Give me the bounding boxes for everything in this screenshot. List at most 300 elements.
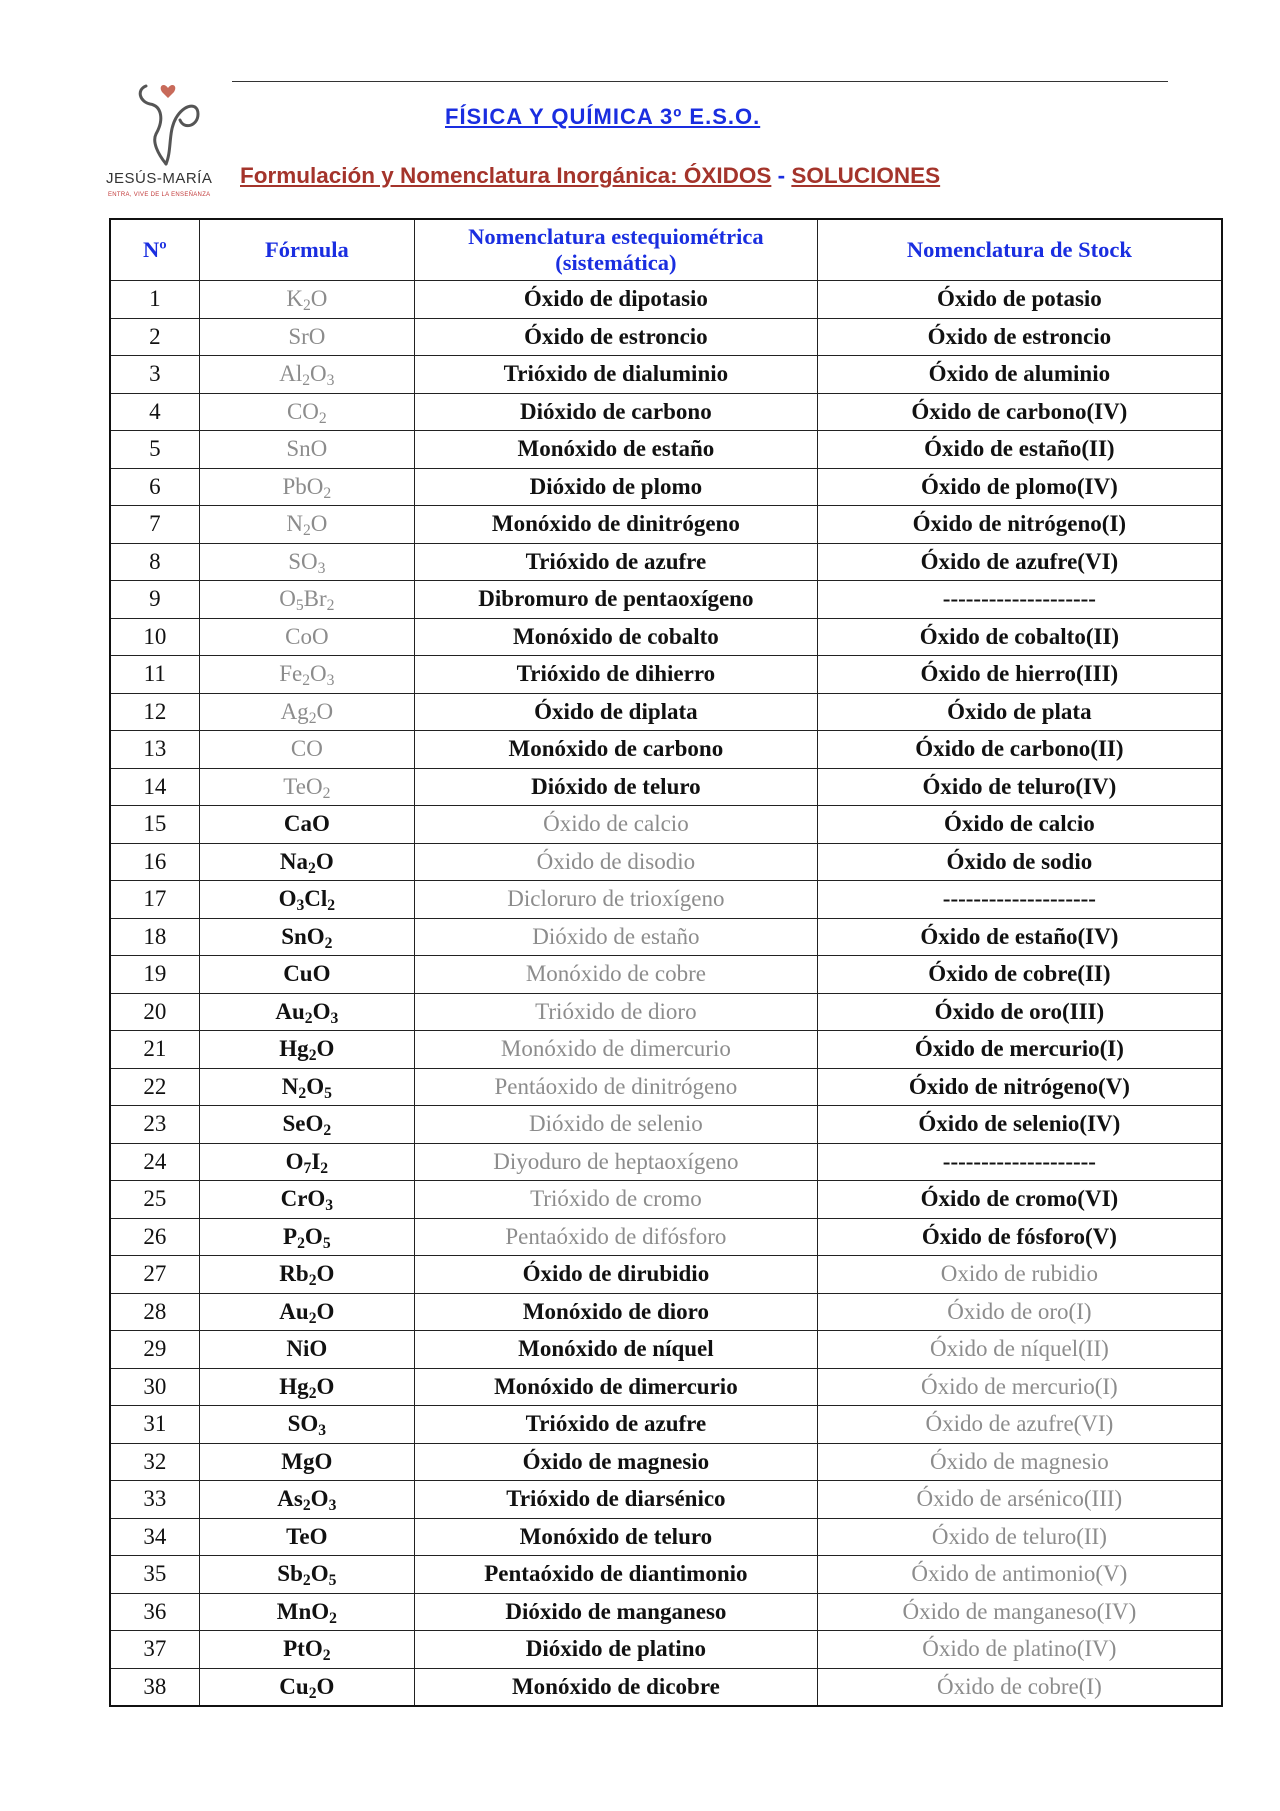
table-row: [110, 1331, 1222, 1369]
table-row: [110, 768, 1222, 806]
table-row: [110, 1031, 1222, 1069]
formula-subscript: 2: [302, 1572, 311, 1590]
row-number: 28: [110, 1293, 199, 1331]
formula-symbol: MgO: [281, 1448, 333, 1474]
formula-subscript: 3: [330, 1009, 339, 1027]
table-row: [110, 1106, 1222, 1144]
formula-cell: [199, 1481, 414, 1519]
formula-cell: [199, 1556, 414, 1594]
row-number: 13: [110, 731, 199, 769]
logo-emblem-icon: [106, 80, 236, 170]
formula-cell: [199, 993, 414, 1031]
row-number: 21: [110, 1031, 199, 1069]
row-number: 15: [110, 806, 199, 844]
systematic-name-cell: Trióxido de dialuminio: [415, 356, 818, 394]
formula-cell: [199, 918, 414, 956]
table-body: [110, 281, 1222, 1707]
systematic-name-cell: Dióxido de teluro: [415, 768, 818, 806]
row-number: 32: [110, 1443, 199, 1481]
formula-cell: [199, 1518, 414, 1556]
stock-name-cell: Óxido de calcio: [817, 806, 1222, 844]
row-number: 2: [110, 318, 199, 356]
formula-subscript: 2: [308, 1047, 317, 1065]
oxides-table: [109, 218, 1223, 1707]
table-row: [110, 1293, 1222, 1331]
systematic-name-cell: Monóxido de níquel: [415, 1331, 818, 1369]
systematic-name-cell: Monóxido de dicobre: [415, 1668, 818, 1706]
systematic-name-cell: Dióxido de manganeso: [415, 1593, 818, 1631]
formula-symbol: Br: [303, 586, 327, 612]
formula-symbol: O: [316, 1298, 335, 1324]
formula-symbol: O: [304, 1223, 323, 1249]
formula-symbol: As: [277, 1486, 303, 1512]
column-header-systematic: Nomenclatura estequiométrica (sistemática): [415, 219, 818, 281]
formula-cell: [199, 1631, 414, 1669]
formula-subscript: 2: [308, 709, 317, 727]
formula-cell: [199, 356, 414, 394]
formula-cell: [199, 1218, 414, 1256]
formula-symbol: O: [310, 286, 328, 312]
table-row: [110, 993, 1222, 1031]
formula-symbol: Al: [279, 361, 303, 387]
formula-symbol: Fe: [279, 661, 303, 687]
stock-name-cell: Óxido de nitrógeno(V): [817, 1068, 1222, 1106]
formula-cell: [199, 393, 414, 431]
table-row: [110, 843, 1222, 881]
formula-subscript: 2: [308, 1384, 317, 1402]
formula-symbol: O: [316, 1036, 335, 1062]
formula-cell: [199, 468, 414, 506]
systematic-name-cell: Dióxido de platino: [415, 1631, 818, 1669]
formula-cell: [199, 318, 414, 356]
formula-symbol: P: [283, 1223, 298, 1249]
formula-subscript: 2: [308, 1272, 317, 1290]
formula-symbol: O: [316, 698, 334, 724]
systematic-name-cell: Óxido de dirubidio: [415, 1256, 818, 1294]
formula-subscript: 3: [318, 1422, 327, 1440]
table-header-row: [110, 219, 1222, 281]
formula-cell: [199, 731, 414, 769]
table-row: [110, 506, 1222, 544]
row-number: 3: [110, 356, 199, 394]
stock-name-cell: Óxido de mercurio(I): [817, 1368, 1222, 1406]
row-number: 1: [110, 281, 199, 319]
formula-symbol: Cu: [279, 1673, 309, 1699]
stock-name-cell: Óxido de mercurio(I): [817, 1031, 1222, 1069]
formula-subscript: 3: [325, 1197, 334, 1215]
subtitle-main: Formulación y Nomenclatura Inorgánica: ÓXIDOS: [240, 163, 772, 188]
page-subtitle: [240, 163, 940, 189]
row-number: 16: [110, 843, 199, 881]
stock-name-cell: Óxido de arsénico(III): [817, 1481, 1222, 1519]
formula-symbol: PtO: [283, 1636, 323, 1662]
formula-cell: [199, 806, 414, 844]
row-number: 14: [110, 768, 199, 806]
formula-symbol: O: [310, 1486, 329, 1512]
row-number: 24: [110, 1143, 199, 1181]
table-row: [110, 1068, 1222, 1106]
stock-name-cell: Óxido de plata: [817, 693, 1222, 731]
table-row: [110, 618, 1222, 656]
formula-symbol: CoO: [285, 623, 329, 649]
formula-symbol: Ag: [280, 698, 309, 724]
formula-subscript: 2: [322, 1647, 331, 1665]
row-number: 26: [110, 1218, 199, 1256]
table-row: [110, 956, 1222, 994]
formula-subscript: 7: [303, 1159, 312, 1177]
stock-name-cell: Óxido de teluro(II): [817, 1518, 1222, 1556]
column-header-number: Nº: [110, 219, 199, 281]
formula-symbol: PbO: [282, 473, 324, 499]
systematic-name-cell: Monóxido de dioro: [415, 1293, 818, 1331]
formula-cell: [199, 1143, 414, 1181]
formula-symbol: Hg: [279, 1373, 309, 1399]
row-number: 17: [110, 881, 199, 919]
table-row: [110, 693, 1222, 731]
systematic-name-cell: Monóxido de dinitrógeno: [415, 506, 818, 544]
stock-name-cell: --------------------: [817, 881, 1222, 919]
systematic-name-cell: Monóxido de cobre: [415, 956, 818, 994]
formula-symbol: K: [286, 286, 303, 312]
stock-name-cell: Óxido de selenio(IV): [817, 1106, 1222, 1144]
stock-name-cell: --------------------: [817, 581, 1222, 619]
row-number: 9: [110, 581, 199, 619]
systematic-name-cell: Trióxido de dioro: [415, 993, 818, 1031]
formula-subscript: 2: [326, 597, 335, 615]
table-row: [110, 581, 1222, 619]
row-number: 27: [110, 1256, 199, 1294]
formula-symbol: O: [285, 1148, 304, 1174]
formula-subscript: 2: [302, 672, 311, 690]
table-row: [110, 356, 1222, 394]
row-number: 35: [110, 1556, 199, 1594]
column-header-stock: Nomenclatura de Stock: [817, 219, 1222, 281]
formula-symbol: O: [310, 511, 328, 537]
stock-name-cell: Óxido de antimonio(V): [817, 1556, 1222, 1594]
formula-symbol: Rb: [279, 1261, 309, 1287]
formula-symbol: O: [279, 586, 296, 612]
systematic-name-cell: Dióxido de carbono: [415, 393, 818, 431]
table-row: [110, 1593, 1222, 1631]
systematic-name-cell: Monóxido de dimercurio: [415, 1368, 818, 1406]
stock-name-cell: Óxido de manganeso(IV): [817, 1593, 1222, 1631]
formula-symbol: N: [286, 511, 303, 537]
formula-symbol: SO: [287, 1411, 319, 1437]
formula-cell: [199, 693, 414, 731]
table-row: [110, 281, 1222, 319]
formula-symbol: TeO: [286, 1523, 328, 1549]
formula-subscript: 2: [297, 1234, 305, 1252]
formula-cell: [199, 1331, 414, 1369]
formula-symbol: O: [278, 886, 297, 912]
formula-subscript: 2: [302, 1497, 311, 1515]
formula-symbol: N: [281, 1073, 299, 1099]
formula-cell: [199, 1068, 414, 1106]
stock-name-cell: Óxido de azufre(VI): [817, 1406, 1222, 1444]
formula-subscript: 2: [322, 784, 331, 802]
row-number: 31: [110, 1406, 199, 1444]
stock-name-cell: Oxido de rubidio: [817, 1256, 1222, 1294]
stock-name-cell: Óxido de magnesio: [817, 1443, 1222, 1481]
formula-subscript: 3: [328, 1497, 337, 1515]
formula-subscript: 3: [326, 672, 335, 690]
table-row: [110, 1181, 1222, 1219]
formula-symbol: O: [310, 361, 327, 387]
systematic-name-cell: Monóxido de dimercurio: [415, 1031, 818, 1069]
formula-symbol: Au: [275, 998, 305, 1024]
systematic-name-cell: Óxido de magnesio: [415, 1443, 818, 1481]
systematic-name-cell: Pentáoxido de dinitrógeno: [415, 1068, 818, 1106]
formula-subscript: 2: [323, 1122, 332, 1140]
formula-symbol: MnO: [276, 1598, 330, 1624]
formula-subscript: 2: [308, 1684, 317, 1702]
formula-cell: [199, 543, 414, 581]
formula-subscript: 3: [317, 559, 326, 577]
table-row: [110, 1443, 1222, 1481]
table-row: [110, 1406, 1222, 1444]
formula-cell: [199, 1668, 414, 1706]
row-number: 18: [110, 918, 199, 956]
systematic-name-cell: Óxido de disodio: [415, 843, 818, 881]
row-number: 33: [110, 1481, 199, 1519]
stock-name-cell: Óxido de cromo(VI): [817, 1181, 1222, 1219]
stock-name-cell: Óxido de aluminio: [817, 356, 1222, 394]
logo-name: JESÚS-MARÍA: [106, 170, 213, 187]
formula-symbol: TeO: [283, 773, 323, 799]
formula-subscript: 2: [302, 297, 311, 315]
formula-symbol: O: [312, 998, 331, 1024]
stock-name-cell: Óxido de teluro(IV): [817, 768, 1222, 806]
formula-subscript: 2: [318, 409, 327, 427]
formula-symbol: Sb: [277, 1561, 303, 1587]
subtitle-separator: -: [771, 163, 792, 188]
formula-cell: [199, 1368, 414, 1406]
systematic-name-cell: Monóxido de cobalto: [415, 618, 818, 656]
row-number: 37: [110, 1631, 199, 1669]
stock-name-cell: Óxido de oro(I): [817, 1293, 1222, 1331]
formula-subscript: 5: [295, 597, 304, 615]
systematic-name-cell: Óxido de estroncio: [415, 318, 818, 356]
formula-symbol: O: [316, 1261, 335, 1287]
systematic-name-cell: Monóxido de carbono: [415, 731, 818, 769]
systematic-name-cell: Trióxido de azufre: [415, 543, 818, 581]
stock-name-cell: Óxido de platino(IV): [817, 1631, 1222, 1669]
column-header-formula: Fórmula: [199, 219, 414, 281]
formula-subscript: 2: [302, 372, 311, 390]
table-row: [110, 881, 1222, 919]
table-row: [110, 468, 1222, 506]
formula-symbol: O: [316, 1673, 335, 1699]
formula-subscript: 3: [326, 372, 335, 390]
stock-name-cell: Óxido de estaño(II): [817, 431, 1222, 469]
systematic-name-cell: Óxido de calcio: [415, 806, 818, 844]
formula-cell: [199, 768, 414, 806]
formula-symbol: I: [311, 1148, 321, 1174]
formula-symbol: CO: [286, 398, 319, 424]
formula-symbol: Na: [279, 848, 309, 874]
stock-name-cell: Óxido de oro(III): [817, 993, 1222, 1031]
systematic-name-cell: Trióxido de cromo: [415, 1181, 818, 1219]
systematic-name-cell: Dióxido de estaño: [415, 918, 818, 956]
formula-symbol: Cl: [304, 886, 328, 912]
formula-symbol: CaO: [283, 811, 330, 837]
formula-subscript: 2: [323, 484, 332, 502]
row-number: 11: [110, 656, 199, 694]
table-row: [110, 1481, 1222, 1519]
formula-symbol: O: [306, 1073, 325, 1099]
table-row: [110, 431, 1222, 469]
systematic-name-cell: Dicloruro de trioxígeno: [415, 881, 818, 919]
formula-cell: [199, 881, 414, 919]
formula-symbol: CuO: [283, 961, 331, 987]
row-number: 22: [110, 1068, 199, 1106]
row-number: 6: [110, 468, 199, 506]
formula-cell: [199, 1293, 414, 1331]
systematic-name-cell: Dibromuro de pentaoxígeno: [415, 581, 818, 619]
row-number: 23: [110, 1106, 199, 1144]
formula-symbol: CO: [290, 736, 323, 762]
subtitle-solutions: SOLUCIONES: [791, 163, 941, 188]
systematic-name-cell: Pentaóxido de difósforo: [415, 1218, 818, 1256]
row-number: 5: [110, 431, 199, 469]
formula-symbol: NiO: [286, 1336, 328, 1362]
formula-symbol: SeO: [282, 1111, 324, 1137]
formula-symbol: SnO: [286, 436, 328, 462]
formula-subscript: 2: [298, 1084, 307, 1102]
systematic-name-cell: Pentaóxido de diantimonio: [415, 1556, 818, 1594]
stock-name-cell: Óxido de hierro(III): [817, 656, 1222, 694]
formula-subscript: 2: [308, 859, 316, 877]
logo-subtitle: ENTRA, VIVE DE LA ENSEÑANZA: [108, 192, 211, 198]
table-row: [110, 1668, 1222, 1706]
table-row: [110, 656, 1222, 694]
row-number: 30: [110, 1368, 199, 1406]
table-row: [110, 918, 1222, 956]
table-row: [110, 806, 1222, 844]
formula-subscript: 2: [324, 934, 333, 952]
stock-name-cell: Óxido de sodio: [817, 843, 1222, 881]
formula-subscript: 3: [296, 897, 305, 915]
formula-cell: [199, 1106, 414, 1144]
stock-name-cell: Óxido de fósforo(V): [817, 1218, 1222, 1256]
formula-subscript: 2: [304, 1009, 313, 1027]
formula-cell: [199, 581, 414, 619]
table-row: [110, 1218, 1222, 1256]
systematic-name-cell: Óxido de diplata: [415, 693, 818, 731]
systematic-name-cell: Monóxido de estaño: [415, 431, 818, 469]
table-row: [110, 1368, 1222, 1406]
row-number: 7: [110, 506, 199, 544]
row-number: 25: [110, 1181, 199, 1219]
row-number: 8: [110, 543, 199, 581]
table-row: [110, 543, 1222, 581]
formula-symbol: O: [310, 661, 327, 687]
table-row: [110, 1518, 1222, 1556]
formula-subscript: 2: [329, 1609, 337, 1627]
formula-cell: [199, 506, 414, 544]
row-number: 19: [110, 956, 199, 994]
row-number: 38: [110, 1668, 199, 1706]
systematic-name-cell: Dióxido de plomo: [415, 468, 818, 506]
formula-symbol: O: [310, 1561, 329, 1587]
formula-cell: [199, 656, 414, 694]
row-number: 29: [110, 1331, 199, 1369]
formula-cell: [199, 1406, 414, 1444]
systematic-name-cell: Trióxido de azufre: [415, 1406, 818, 1444]
table-row: [110, 1631, 1222, 1669]
formula-symbol: CrO: [280, 1186, 326, 1212]
table-row: [110, 393, 1222, 431]
formula-subscript: 2: [308, 1309, 317, 1327]
table-row: [110, 1256, 1222, 1294]
formula-cell: [199, 618, 414, 656]
stock-name-cell: Óxido de cobre(I): [817, 1668, 1222, 1706]
formula-cell: [199, 843, 414, 881]
systematic-name-cell: Dióxido de selenio: [415, 1106, 818, 1144]
row-number: 20: [110, 993, 199, 1031]
formula-symbol: SrO: [288, 323, 326, 349]
formula-symbol: Au: [279, 1298, 309, 1324]
stock-name-cell: Óxido de nitrógeno(I): [817, 506, 1222, 544]
formula-symbol: O: [315, 848, 334, 874]
row-number: 10: [110, 618, 199, 656]
formula-symbol: SO: [288, 548, 318, 574]
formula-subscript: 2: [320, 1159, 329, 1177]
row-number: 34: [110, 1518, 199, 1556]
stock-name-cell: Óxido de carbono(II): [817, 731, 1222, 769]
systematic-name-cell: Monóxido de teluro: [415, 1518, 818, 1556]
formula-cell: [199, 1593, 414, 1631]
stock-name-cell: Óxido de azufre(VI): [817, 543, 1222, 581]
table-row: [110, 1556, 1222, 1594]
stock-name-cell: --------------------: [817, 1143, 1222, 1181]
formula-cell: [199, 956, 414, 994]
formula-symbol: SnO: [281, 923, 325, 949]
row-number: 12: [110, 693, 199, 731]
formula-cell: [199, 1031, 414, 1069]
page-title: FÍSICA Y QUÍMICA 3º E.S.O.: [445, 104, 761, 129]
stock-name-cell: Óxido de estaño(IV): [817, 918, 1222, 956]
formula-subscript: 5: [324, 1084, 332, 1102]
formula-symbol: O: [316, 1373, 335, 1399]
header-rule: [232, 81, 1168, 82]
stock-name-cell: Óxido de potasio: [817, 281, 1222, 319]
formula-subscript: 2: [327, 897, 336, 915]
formula-cell: [199, 1181, 414, 1219]
formula-subscript: 5: [322, 1234, 331, 1252]
formula-cell: [199, 1443, 414, 1481]
stock-name-cell: Óxido de plomo(IV): [817, 468, 1222, 506]
systematic-name-cell: Trióxido de dihierro: [415, 656, 818, 694]
stock-name-cell: Óxido de estroncio: [817, 318, 1222, 356]
formula-subscript: 2: [302, 522, 311, 540]
table-row: [110, 1143, 1222, 1181]
table-row: [110, 318, 1222, 356]
formula-symbol: Hg: [279, 1036, 309, 1062]
stock-name-cell: Óxido de níquel(II): [817, 1331, 1222, 1369]
systematic-name-cell: Óxido de dipotasio: [415, 281, 818, 319]
formula-subscript: 5: [328, 1572, 337, 1590]
row-number: 36: [110, 1593, 199, 1631]
formula-cell: [199, 431, 414, 469]
systematic-name-cell: Trióxido de diarsénico: [415, 1481, 818, 1519]
stock-name-cell: Óxido de cobre(II): [817, 956, 1222, 994]
row-number: 4: [110, 393, 199, 431]
table-row: [110, 731, 1222, 769]
systematic-name-cell: Diyoduro de heptaoxígeno: [415, 1143, 818, 1181]
formula-cell: [199, 1256, 414, 1294]
formula-cell: [199, 281, 414, 319]
